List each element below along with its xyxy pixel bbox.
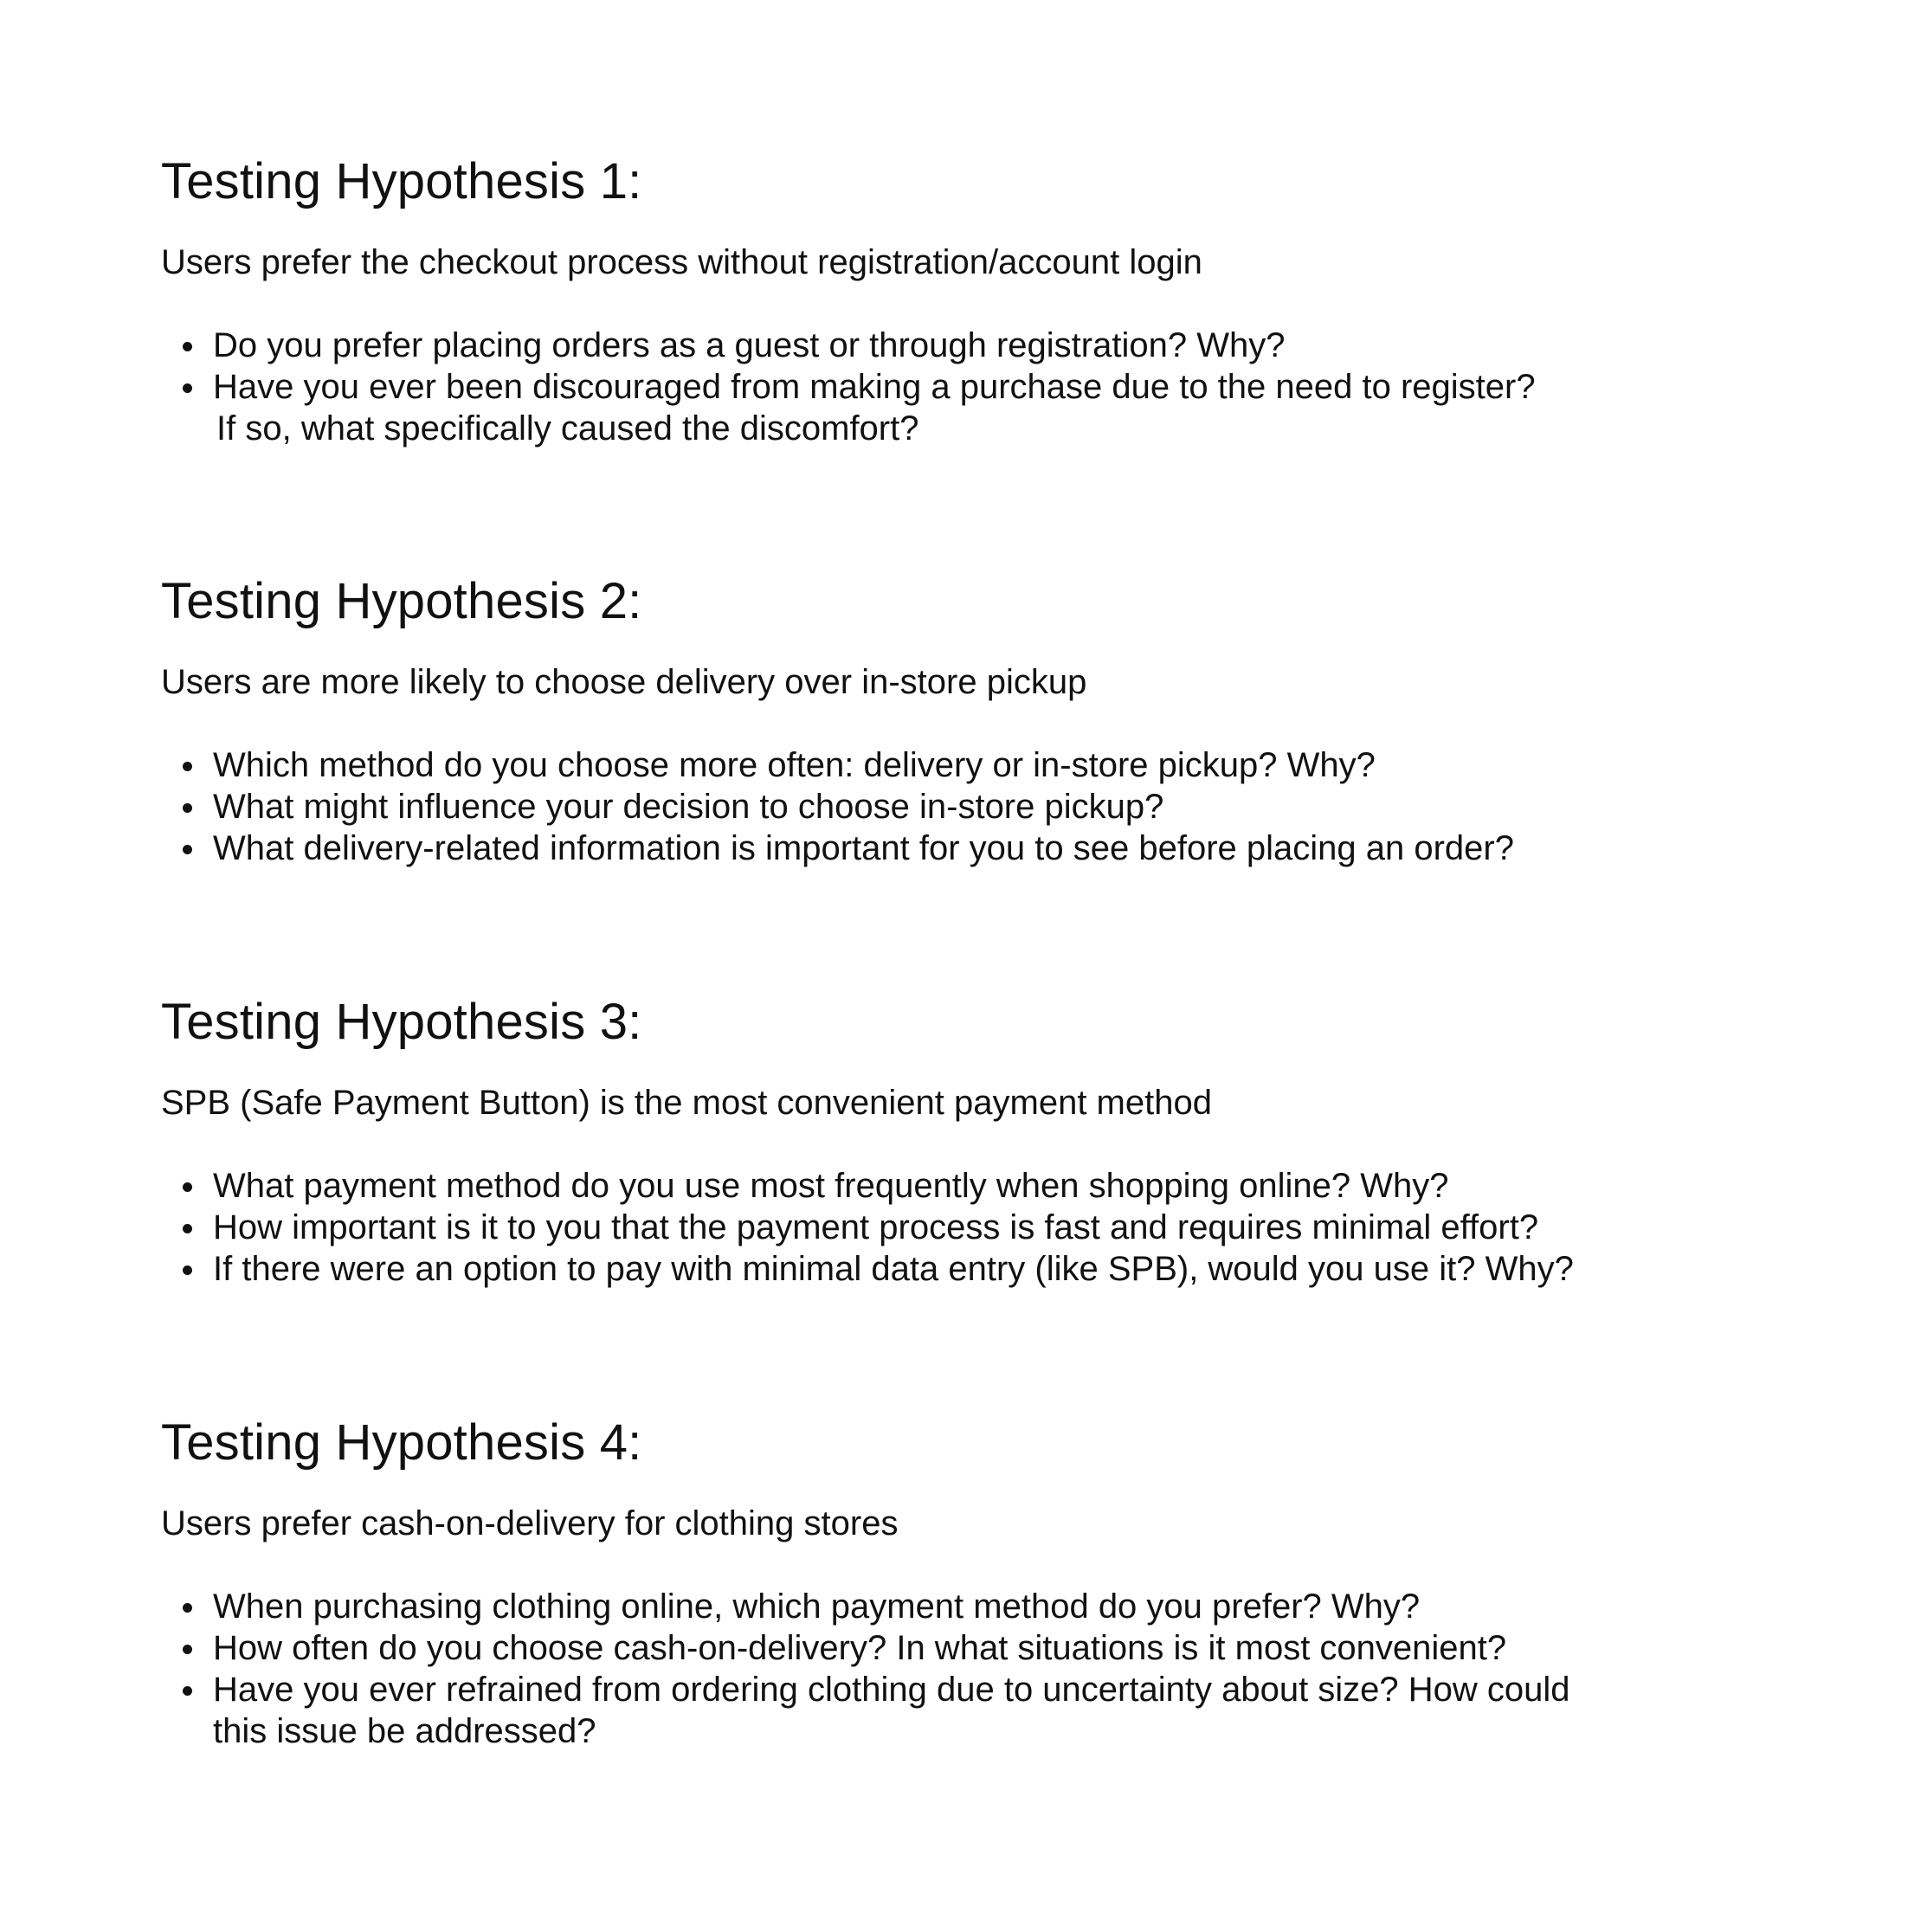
question-text: Do you prefer placing orders as a guest or through registration? Why?	[213, 326, 1286, 364]
hypothesis-section-4	[161, 1413, 1806, 1750]
question-item	[161, 1627, 1570, 1669]
question-item	[161, 744, 1514, 786]
question-item	[161, 1207, 1574, 1248]
question-list	[161, 1586, 1570, 1752]
bullet-icon	[183, 1603, 192, 1613]
hypothesis-statement: Users prefer the checkout process without registration/account login	[161, 243, 1202, 281]
hypothesis-title: Testing Hypothesis 4:	[161, 1414, 642, 1471]
bullet-icon	[183, 1645, 192, 1654]
question-text: How often do you choose cash-on-delivery? In what situations is it most convenient?	[213, 1629, 1507, 1667]
bullet-icon	[183, 383, 192, 393]
question-text: Have you ever refrained from ordering clothing due to uncertainty about size? How could	[213, 1671, 1570, 1709]
question-item	[161, 1165, 1574, 1207]
question-item	[161, 366, 1536, 449]
bullet-icon	[183, 845, 192, 854]
hypothesis-section-2	[161, 571, 1806, 867]
question-text: If there were an option to pay with minimal data entry (like SPB), would you use it? Why?	[213, 1250, 1574, 1288]
question-text: What payment method do you use most frequently when shopping online? Why?	[213, 1167, 1449, 1205]
hypothesis-title: Testing Hypothesis 3:	[161, 994, 642, 1050]
question-item	[161, 1669, 1570, 1752]
bullet-icon	[183, 1686, 192, 1696]
question-list	[161, 1165, 1574, 1290]
question-text-continued: this issue be addressed?	[213, 1712, 596, 1750]
question-text: What delivery-related information is important for you to see before placing an order?	[213, 829, 1514, 867]
hypothesis-section-1	[161, 151, 1806, 448]
hypothesis-title: Testing Hypothesis 1:	[161, 153, 642, 209]
bullet-icon	[183, 1182, 192, 1192]
question-text: Have you ever been discouraged from making a purchase due to the need to register?	[213, 368, 1536, 406]
hypothesis-statement: SPB (Safe Payment Button) is the most convenient payment method	[161, 1084, 1212, 1122]
hypothesis-section-3	[161, 992, 1806, 1288]
bullet-icon	[183, 1265, 192, 1275]
question-list	[161, 325, 1536, 449]
bullet-icon	[183, 762, 192, 771]
question-item	[161, 1248, 1574, 1290]
question-list	[161, 744, 1514, 869]
hypothesis-title: Testing Hypothesis 2:	[161, 573, 642, 629]
question-text: Which method do you choose more often: delivery or in-store pickup? Why?	[213, 746, 1376, 784]
question-text: When purchasing clothing online, which payment method do you prefer? Why?	[213, 1587, 1421, 1626]
hypothesis-statement: Users are more likely to choose delivery over in-store pickup	[161, 663, 1087, 701]
question-item	[161, 325, 1536, 366]
question-text: What might influence your decision to choose in-store pickup?	[213, 788, 1164, 826]
question-text: How important is it to you that the payment process is fast and requires minimal effort?	[213, 1208, 1539, 1246]
bullet-icon	[183, 803, 192, 813]
question-item	[161, 828, 1514, 869]
question-item	[161, 1586, 1570, 1627]
bullet-icon	[183, 342, 192, 351]
bullet-icon	[183, 1224, 192, 1233]
question-item	[161, 786, 1514, 828]
hypothesis-statement: Users prefer cash-on-delivery for clothing stores	[161, 1504, 899, 1542]
question-text-continued: If so, what specifically caused the discomfort?	[216, 409, 919, 448]
